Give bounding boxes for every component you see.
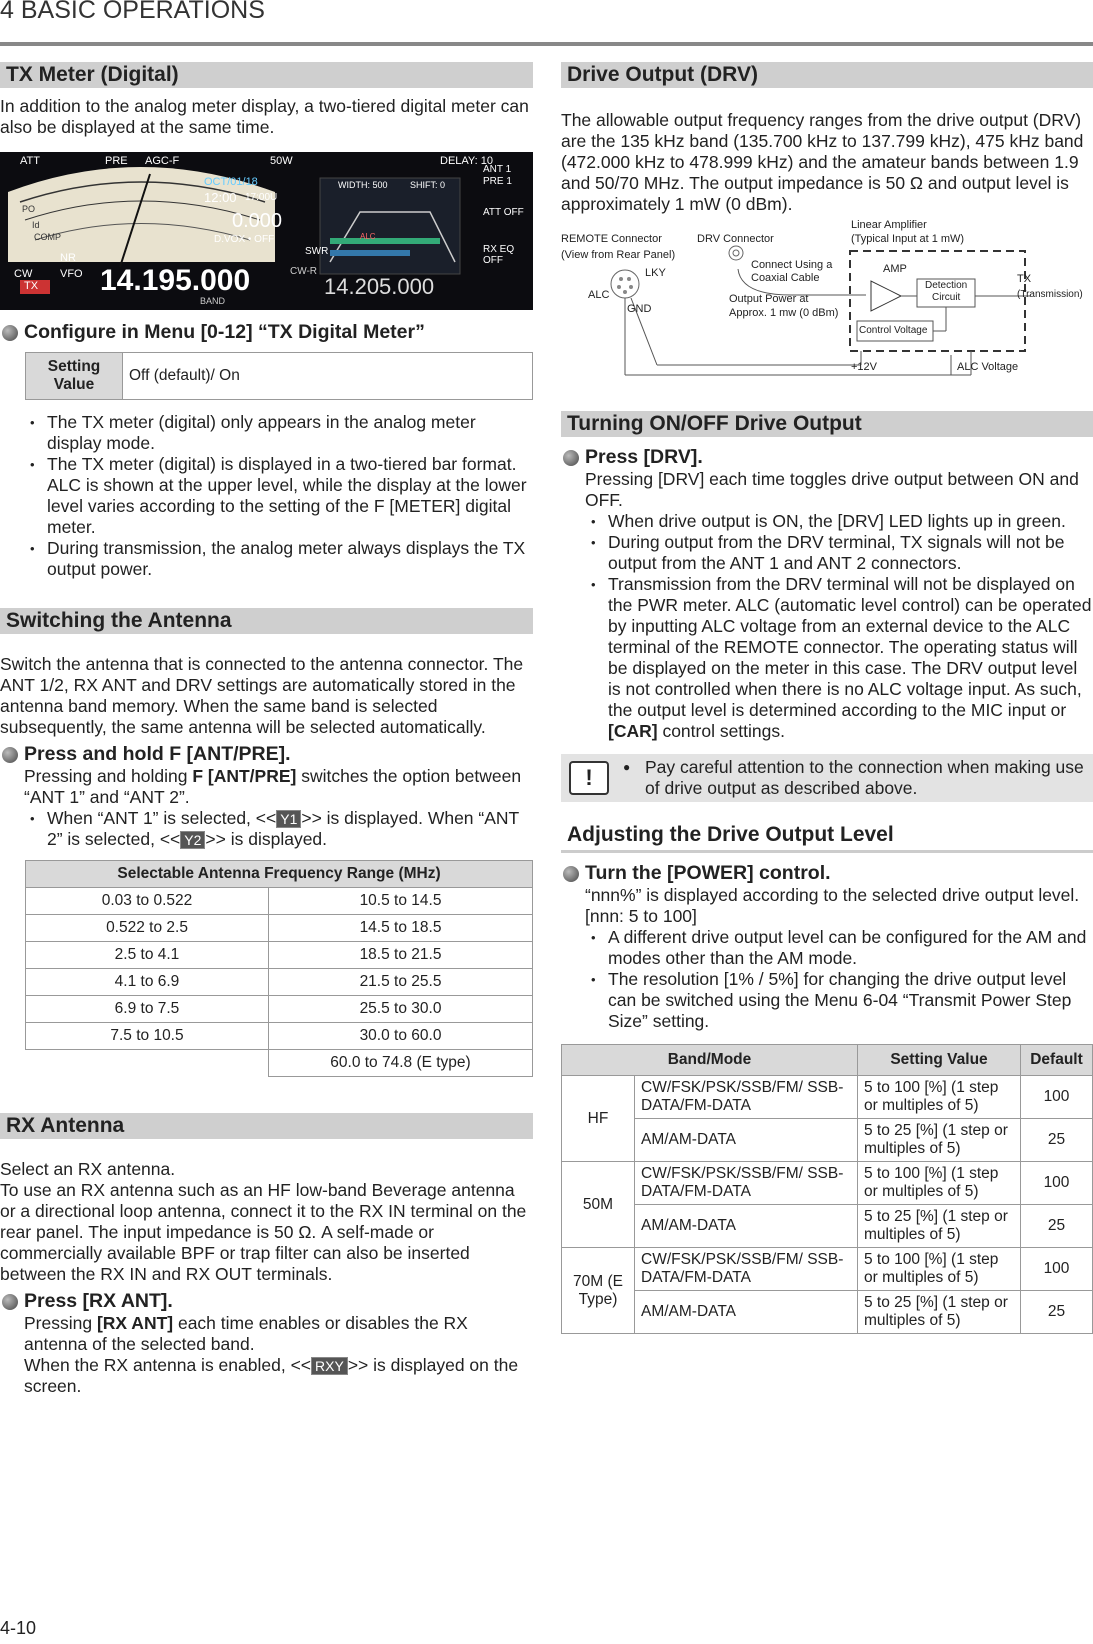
screen-swr: SWR [305, 246, 329, 257]
section-title-rx-antenna: RX Antenna [0, 1113, 533, 1139]
step-press-rx-ant: Press [RX ANT]. [0, 1289, 533, 1313]
band-cell: HF [562, 1076, 635, 1162]
diagram-coax2: Coaxial Cable [751, 272, 820, 284]
antenna-intro: Switch the antenna that is connected to the antenna connector. The ANT 1/2, RX ANT and DRV settings are automatically stored in the antenna band memory. When the same band is selected subsequently, the same antenna will be selected automatically. [0, 654, 524, 737]
rx-desc-pre: Pressing [24, 1313, 97, 1333]
table-cell: 5 to 100 [%] (1 step or multiples of 5) [858, 1162, 1021, 1205]
diagram-amp-sub: (Typical Input at 1 mW) [851, 233, 965, 245]
rx-antenna-intro2: To use an RX antenna such as an HF low-band Beverage antenna or a directional loop antenna, connect it to the RX IN terminal on the rear panel. The input impedance is 50 Ω. A self-made or commercially available BPF or trap filter can also be inserted between the RX IN and RX OUT terminals. [0, 1180, 527, 1284]
table-row [26, 888, 533, 915]
list-item: • The TX meter (digital) is displayed in a two-tiered bar format. ALC is shown at the upper level, while the display at the lower level varies according to the setting of the F [METER] digital meter. [24, 454, 533, 538]
screen-ant: ATT [20, 155, 40, 167]
screen-width: WIDTH: 500 [338, 180, 388, 190]
table-row [26, 1050, 533, 1077]
caution-note-text: ● Pay careful attention to the connection when making use of drive output as described above. [623, 757, 1093, 799]
antenna-bullet-b: >> is displayed. When “ANT 2” is selected, << [47, 808, 519, 849]
turning-bullets [561, 511, 1093, 742]
diagram-out2: Approx. 1 mw (0 dBm) [729, 307, 839, 319]
screen-freq-main: 14.195.000 [100, 264, 251, 297]
diagram-coax1: Connect Using a [751, 259, 833, 271]
screen-delay: DELAY: 10 [440, 155, 493, 167]
table-row [562, 1162, 1093, 1205]
table-cell: 4.1 to 6.9 [26, 969, 269, 996]
diagram-remote-sub: (View from Rear Panel) [561, 249, 676, 261]
step-configure-menu: Configure in Menu [0-12] “TX Digital Meter” [0, 320, 533, 344]
screen-band: BAND [200, 296, 226, 306]
screen-time-utc: 17:00U [245, 192, 278, 203]
table-cell: 5 to 100 [%] (1 step or multiples of 5) [858, 1248, 1021, 1291]
table-cell: 60.0 to 74.8 (E type) [269, 1050, 533, 1077]
antenna-bullets [0, 808, 533, 850]
list-item: • During transmission, the analog meter always displays the TX output power. [24, 538, 533, 580]
drive-connection-diagram [561, 219, 1093, 385]
screen-att-off: ATT OFF [483, 207, 524, 218]
turning-desc: Pressing [DRV] each time toggles drive output between ON and OFF. [585, 469, 1079, 510]
ant2-icon: Y2 [180, 831, 205, 849]
screen-ant1: ANT 1 [483, 164, 512, 175]
table-cell: 0.03 to 0.522 [26, 888, 269, 915]
header-rule [0, 42, 1093, 46]
step-press-ant-pre: Press and hold F [ANT/PRE]. [0, 742, 533, 766]
diagram-alc-voltage: ALC Voltage [957, 361, 1019, 373]
step-turn-power: Turn the [POWER] control. [561, 861, 1093, 885]
step-press-drv: Press [DRV]. [561, 445, 1093, 469]
screen-nr: NR [60, 252, 76, 264]
table-cell: 6.9 to 7.5 [26, 996, 269, 1023]
antenna-desc [0, 766, 533, 808]
screen-pre1: PRE 1 [483, 176, 512, 187]
rx-antenna-intro1: Select an RX antenna. [0, 1159, 176, 1179]
diagram-tx-sub: (Transmission) [1017, 289, 1083, 300]
turning-bullet3-a: Transmission from the DRV terminal will not be displayed on the PWR meter. ALC (automatic level control) can be operated by inputting ALC voltage from an external device to the ALC terminal of the REMOTE connector. The operating status will be displayed on the meter in this case. The DRV output level is not controlled when there is no ALC voltage input. As such, the output level is determined according to the MIC input or [608, 574, 1092, 720]
list-item [24, 808, 533, 850]
ant2-icon-number: 2 [193, 832, 202, 848]
table-cell: 25 [1021, 1119, 1093, 1162]
table-cell: 5 to 100 [%] (1 step or multiples of 5) [858, 1076, 1021, 1119]
table-cell: 2.5 to 4.1 [26, 942, 269, 969]
caution-note [561, 754, 1093, 802]
header-band-mode: Band/Mode [562, 1045, 858, 1076]
rx-antenna-desc [0, 1313, 533, 1355]
rx-antenna-desc2 [0, 1355, 533, 1397]
section-title-adjusting: Adjusting the Drive Output Level [561, 822, 1093, 853]
screen-dvox: D.VOX • OFF [214, 234, 275, 245]
tx-meter-intro: In addition to the analog meter display, a two-tiered digital meter can also be displayed at the same time. [0, 96, 529, 137]
setting-table [25, 352, 533, 400]
diagram-amp: AMP [883, 263, 907, 275]
screen-power: 50W [270, 155, 293, 167]
table-cell: 100 [1021, 1248, 1093, 1291]
section-title-tx-meter: TX Meter (Digital) [0, 62, 533, 88]
list-item: • When drive output is ON, the [DRV] LED lights up in green. [585, 511, 1093, 532]
frequency-table-header: Selectable Antenna Frequency Range (MHz) [26, 861, 533, 888]
section-title-antenna: Switching the Antenna [0, 608, 533, 634]
table-cell: CW/FSK/PSK/SSB/FM/ SSB-DATA/FM-DATA [635, 1248, 858, 1291]
screen-vfo: VFO [60, 268, 83, 280]
table-cell: 25 [1021, 1291, 1093, 1334]
table-cell: 25 [1021, 1205, 1093, 1248]
diagram-det1: Detection [925, 280, 968, 291]
list-item [585, 574, 1093, 742]
screen-rx-eq: RX EQ OFF [483, 244, 515, 266]
filter-scope [320, 178, 460, 274]
table-row [26, 996, 533, 1023]
screen-mode: CW [14, 268, 33, 280]
rx-antenna-icon: RXY [311, 1357, 348, 1375]
rx-desc-post: each time enables or disables the RX antenna of the selected band. [24, 1313, 468, 1354]
setting-label: Setting Value [26, 353, 123, 400]
header-setting-value: Setting Value [858, 1045, 1021, 1076]
table-cell: 0.522 to 2.5 [26, 915, 269, 942]
ant1-icon-number: 1 [289, 811, 298, 827]
diagram-gnd: GND [627, 303, 652, 315]
antenna-desc-key: F [ANT/PRE] [192, 766, 297, 786]
table-cell: 5 to 25 [%] (1 step or multiples of 5) [858, 1291, 1021, 1334]
screen-agc: AGC-F [145, 155, 180, 167]
table-row [562, 1119, 1093, 1162]
table-row [562, 1291, 1093, 1334]
screen-id: Id [32, 220, 40, 230]
table-cell: CW/FSK/PSK/SSB/FM/ SSB-DATA/FM-DATA [635, 1162, 858, 1205]
antenna-desc-pre: Pressing and holding [24, 766, 193, 786]
antenna-bullet-c: >> is displayed. [205, 829, 328, 849]
list-item: • A different drive output level can be configured for the AM and modes other than the AM mode. [585, 927, 1093, 969]
drive-level-table [561, 1044, 1093, 1334]
diagram-drv: DRV Connector [697, 233, 774, 245]
table-row [26, 1023, 533, 1050]
setting-value: Off (default)/ On [123, 353, 533, 400]
diagram-tx: TX [1017, 273, 1032, 285]
diagram-out1: Output Power at [729, 293, 809, 305]
table-cell: 5 to 25 [%] (1 step or multiples of 5) [858, 1205, 1021, 1248]
list-item: • During output from the DRV terminal, TX signals will not be output from the ANT 1 and ANT 2 connectors. [585, 532, 1093, 574]
table-cell: AM/AM-DATA [635, 1291, 858, 1334]
adjusting-desc: “nnn%” is displayed according to the selected drive output level. [nnn: 5 to 100] [585, 885, 1080, 926]
table-cell: 21.5 to 25.5 [269, 969, 533, 996]
antenna-bullet-a: When “ANT 1” is selected, << [47, 808, 277, 828]
page-number: 4-10 [0, 1618, 37, 1638]
table-cell: 100 [1021, 1162, 1093, 1205]
list-item: • The TX meter (digital) only appears in the analog meter display mode. [24, 412, 533, 454]
screen-comp: COMP [34, 232, 61, 242]
screen-pre: PRE [105, 155, 128, 167]
table-row [562, 1076, 1093, 1119]
tx-meter-bullets [0, 412, 533, 580]
table-cell: 7.5 to 10.5 [26, 1023, 269, 1050]
screen-value: 0.000 [232, 210, 283, 232]
table-row [26, 969, 533, 996]
table-row [562, 1248, 1093, 1291]
diagram-remote: REMOTE Connector [561, 233, 662, 245]
drive-intro: The allowable output frequency ranges from the drive output (DRV) are the 135 kHz band (135.700 kHz to 137.799 kHz), 475 kHz band (472.000 kHz to 478.999 kHz) and the amateur bands between 1.9 and 50/70 MHz. The output impedance is 50 Ω and output level is approximately 1 mW (0 dBm). [561, 110, 1084, 214]
table-cell: 30.0 to 60.0 [269, 1023, 533, 1050]
screen-po: PO [22, 204, 36, 214]
table-cell: 10.5 to 14.5 [269, 888, 533, 915]
screen-alc: ALC [360, 232, 376, 241]
diagram-det2: Circuit [932, 292, 961, 303]
adjusting-bullets [561, 927, 1093, 1032]
turning-bullet3-b: control settings. [657, 721, 785, 741]
screen-date: OCT/01/18 [204, 176, 258, 188]
screen-cwr: CW-R [290, 266, 318, 277]
table-cell: AM/AM-DATA [635, 1205, 858, 1248]
band-cell: 50M [562, 1162, 635, 1248]
alc-bar [330, 238, 440, 244]
turning-bullet3-key: [CAR] [608, 721, 658, 741]
table-cell: 18.5 to 21.5 [269, 942, 533, 969]
diagram-12v: +12V [851, 361, 877, 373]
diagram-lky: LKY [645, 267, 666, 279]
diagram-amp-title: Linear Amplifier [851, 219, 927, 231]
list-item: • The resolution [1% / 5%] for changing the drive output level can be switched using the Menu 6-04 “Transmit Power Step Size” setting. [585, 969, 1093, 1032]
rx-desc-key: [RX ANT] [96, 1313, 174, 1333]
table-cell: 5 to 25 [%] (1 step or multiples of 5) [858, 1119, 1021, 1162]
table-cell: 25.5 to 30.0 [269, 996, 533, 1023]
frequency-range-table [25, 860, 533, 1077]
table-cell: 14.5 to 18.5 [269, 915, 533, 942]
screen-shift: SHIFT: 0 [410, 180, 446, 190]
table-cell [26, 1050, 269, 1077]
radio-screen-image [0, 152, 533, 310]
section-title-drive: Drive Output (DRV) [561, 62, 1093, 88]
band-cell: 70M (E Type) [562, 1248, 635, 1334]
diagram-ctrl: Control Voltage [859, 325, 928, 336]
table-cell: 100 [1021, 1076, 1093, 1119]
screen-tx: TX [24, 280, 39, 292]
table-row [26, 915, 533, 942]
screen-time: 12:00 [204, 190, 237, 205]
ant1-icon: Y1 [276, 810, 301, 828]
antenna-desc-post: switches the option between “ANT 1” and “ANT 2”. [24, 766, 522, 807]
left-column [0, 62, 533, 1397]
table-cell: CW/FSK/PSK/SSB/FM/ SSB-DATA/FM-DATA [635, 1076, 858, 1119]
chapter-title: 4 BASIC OPERATIONS [0, 0, 265, 24]
diagram-alc: ALC [588, 289, 610, 301]
rx-desc2-b: >> is displayed on the screen. [24, 1355, 519, 1396]
table-cell: AM/AM-DATA [635, 1119, 858, 1162]
section-title-turning: Turning ON/OFF Drive Output [561, 411, 1093, 437]
caution-icon: ! [569, 761, 609, 795]
right-column [561, 62, 1093, 1334]
table-row [26, 942, 533, 969]
rx-desc2-a: When the RX antenna is enabled, << [24, 1355, 312, 1375]
rx-icon-text: RX [315, 1358, 335, 1374]
screen-freq-sub: 14.205.000 [324, 274, 435, 299]
header-default: Default [1021, 1045, 1093, 1076]
table-row [562, 1205, 1093, 1248]
